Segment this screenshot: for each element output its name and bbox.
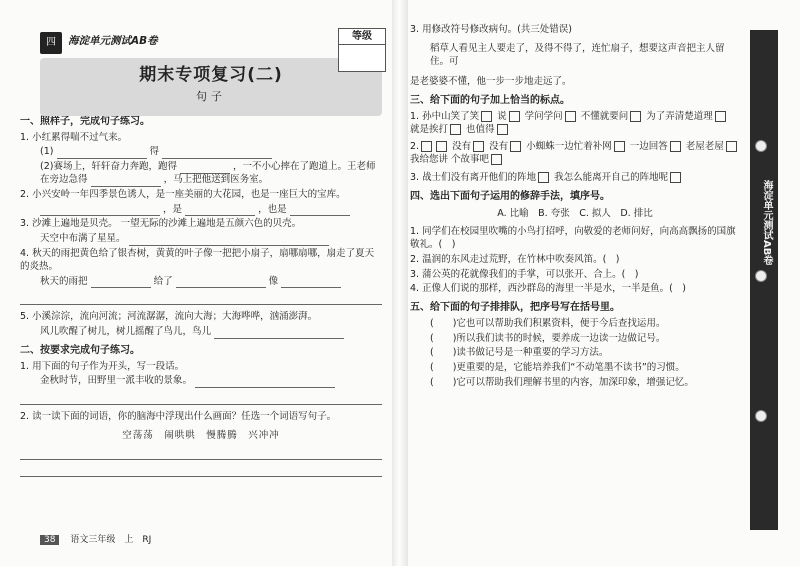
binding-hole-icon — [755, 140, 767, 152]
punct-box[interactable] — [491, 154, 502, 165]
punct-box[interactable] — [473, 141, 484, 152]
r-q3-c: 是老婆婆不懂，他一步一步地走远了。 — [410, 76, 572, 88]
binding-hole-icon — [755, 410, 767, 422]
blank[interactable] — [162, 148, 272, 159]
answer-line[interactable] — [20, 466, 382, 477]
q1a-prefix: (1) — [40, 146, 54, 158]
r1-c: 学问学问 — [524, 110, 563, 122]
p2-words: 空荡荡 闹哄哄 慢腾腾 兴冲冲 — [122, 430, 280, 441]
r1-d: 不懂就要问 — [580, 110, 629, 122]
answer-line[interactable] — [20, 449, 382, 460]
q2-answer — [20, 204, 382, 217]
q4-answer — [20, 276, 382, 289]
punct-box[interactable] — [510, 141, 521, 152]
punct-box[interactable] — [670, 141, 681, 152]
q4-a: 秋天的雨把 — [40, 275, 88, 287]
blank[interactable] — [281, 277, 341, 288]
punct-box[interactable] — [630, 111, 641, 122]
r2-e: 一边回答 — [629, 141, 668, 153]
footer — [40, 532, 151, 545]
s3: 3. 蒲公英的花就像我们的手掌，可以张开、合上。( ) — [410, 268, 639, 280]
q5-b: 风儿吹醒了树儿，树儿摇醒了鸟儿，鸟儿 — [40, 326, 212, 338]
q2-b: ，也是 — [258, 203, 287, 215]
page-title: 期末专项复习(二) — [139, 65, 283, 85]
q5: 5. 小溪淙淙，流向河流；河流潺潺，流向大海；大海哗哗，汹涌澎湃。 — [20, 311, 318, 323]
course-label: 语文三年级 上 RJ — [70, 535, 152, 545]
answer-line[interactable] — [20, 294, 382, 305]
punct-box[interactable] — [497, 124, 508, 135]
p2: 2. 读一读下面的词语，你的脑海中浮现出什么画面？任选一个词语写句子。 — [20, 411, 337, 423]
r2 — [410, 141, 740, 167]
s1: 1. 同学们在校园里吹嘴的小鸟打招呼，向敬爱的老师问好，向高高飘扬的国旗敬礼。( ) — [410, 226, 736, 250]
q3-b: 天空中布满了星星。 — [40, 233, 126, 245]
brand-logo-icon: 四 — [40, 32, 62, 54]
r3-a: 3. 战士们没有离开他们的阵地 — [410, 172, 537, 183]
q4-c: 像 — [268, 275, 279, 287]
section-3-title: 三、给下面的句子加上恰当的标点。 — [410, 95, 570, 107]
header — [20, 22, 382, 110]
s4: 4. 正像人们说的那样，西沙群岛的海里一半是水，一半是鱼。( ) — [410, 283, 686, 295]
blank[interactable] — [40, 205, 160, 216]
q2-a: ，是 — [163, 203, 183, 215]
r2-h: 个故事吧 — [451, 154, 490, 166]
q5-answer — [20, 326, 382, 339]
blank[interactable] — [57, 148, 147, 159]
order-1: ( )它也可以帮助我们积累资料，便于今后查找运用。 — [430, 317, 666, 329]
page-subtitle: 句子 — [196, 90, 226, 103]
punct-box[interactable] — [715, 111, 726, 122]
r3-b: 我怎么能离开自己的阵地呢 — [554, 172, 669, 183]
r2-a: 2. — [410, 141, 420, 153]
title-banner — [40, 58, 382, 116]
page-number: 38 — [40, 535, 59, 545]
blank[interactable] — [91, 176, 161, 187]
q3-answer — [20, 233, 382, 246]
blank[interactable] — [214, 328, 344, 339]
punct-box[interactable] — [726, 141, 737, 152]
punct-box[interactable] — [670, 172, 681, 183]
r2-c: 没有 — [489, 141, 509, 153]
r1-e: 为了弄清楚道理 — [646, 110, 713, 122]
section-4-title: 四、选出下面句子运用的修辞手法，填序号。 — [410, 190, 610, 202]
order-2: ( )所以我们读书的时候，要养成一边读一边做记号。 — [430, 332, 666, 344]
punct-box[interactable] — [614, 141, 625, 152]
r3 — [410, 172, 740, 185]
r2-d: 小蜘蛛一边忙着补网 — [526, 141, 612, 153]
book-spine — [392, 0, 408, 566]
r1 — [410, 111, 740, 137]
punct-box[interactable] — [436, 141, 447, 152]
q4: 4. 秋天的雨把黄色给了银杏树，黄黄的叶子像一把把小扇子，扇哪扇哪，扇走了夏天的炎热。 — [20, 248, 375, 272]
rhetoric-options: A. 比喻 B. 夸张 C. 拟人 D. 排比 — [497, 208, 653, 220]
r1-a: 1. 孙中山笑了笑 — [410, 110, 480, 122]
punct-box[interactable] — [481, 111, 492, 122]
r1-g: 也值得 — [466, 123, 495, 135]
punct-box[interactable] — [538, 172, 549, 183]
q1a — [20, 146, 382, 159]
q1: 1. 小红累得喘不过气来。 — [20, 131, 128, 143]
punct-box[interactable] — [565, 111, 576, 122]
q1b-text: (2)赛场上，轩轩奋力奔跑，跑得 — [40, 161, 177, 173]
grade-box — [338, 28, 386, 72]
section-2-title: 二、按要求完成句子练习。 — [20, 345, 140, 357]
s2: 2. 温润的东风走过荒野，在竹林中吹奏风笛。( ) — [410, 253, 620, 265]
right-page — [410, 22, 740, 392]
binding-hole-icon — [755, 270, 767, 282]
side-strip-text: 海淀单元测试AB卷 — [761, 180, 772, 266]
q1b-tail: ，一不小心摔在了跑道上。王老师在旁边急得 — [40, 161, 376, 185]
r-q3-b: 稻草人看见主人要走了，及得不得了，连忙扇子，想要这声音把主人留住。可 — [430, 42, 725, 67]
left-page — [20, 22, 382, 483]
p1-answer — [20, 375, 382, 388]
r-q3: 3. 用修改符号修改病句。(共三处错误) — [410, 24, 572, 35]
section-5-title: 五、给下面的句子排排队，把序号写在括号里。 — [410, 302, 620, 314]
q1a-mid: 得 — [149, 146, 160, 158]
blank[interactable] — [91, 277, 151, 288]
blank[interactable] — [195, 377, 335, 388]
section-1-title: 一、照样子，完成句子练习。 — [20, 116, 150, 127]
q1b — [20, 161, 382, 187]
punct-box[interactable] — [509, 111, 520, 122]
q4-b: 给了 — [153, 275, 173, 287]
r2-b: 没有 — [452, 141, 472, 153]
blank[interactable] — [185, 205, 255, 216]
brand-name: 海淀单元测试AB卷 — [68, 35, 158, 47]
r2-g: 我给您讲 — [410, 154, 449, 166]
punct-box[interactable] — [450, 124, 461, 135]
blank[interactable] — [176, 277, 266, 288]
q1b-end: ，马上把他送到医务室。 — [163, 173, 269, 185]
answer-line[interactable] — [20, 394, 382, 405]
blank[interactable] — [129, 235, 329, 246]
order-3: ( )读书做记号是一种重要的学习方法。 — [430, 347, 609, 359]
q3: 3. 沙滩上遍地是贝壳。 一望无际的沙滩上遍地是五颜六色的贝壳。 — [20, 218, 302, 230]
grade-label: 等级 — [339, 29, 385, 45]
order-5: ( )它可以帮助我们理解书里的内容，加深印象，增强记忆。 — [430, 376, 694, 388]
p1-b: 金秋时节，田野里一派丰收的景象。 — [40, 375, 193, 387]
blank[interactable] — [180, 163, 230, 174]
order-4: ( )更重要的是，它能培养我们“不动笔墨不读书”的习惯。 — [430, 362, 685, 374]
r1-b: 说 — [497, 110, 507, 122]
blank[interactable] — [290, 205, 350, 216]
q2: 2. 小兴安岭一年四季景色诱人，是一座美丽的大花园，也是一座巨大的宝库。 — [20, 188, 346, 200]
r1-f: 就是挨打 — [410, 123, 449, 135]
punct-box[interactable] — [421, 141, 432, 152]
p1: 1. 用下面的句子作为开头，写一段话。 — [20, 360, 185, 372]
r2-f: 老屋老屋 — [685, 141, 724, 153]
